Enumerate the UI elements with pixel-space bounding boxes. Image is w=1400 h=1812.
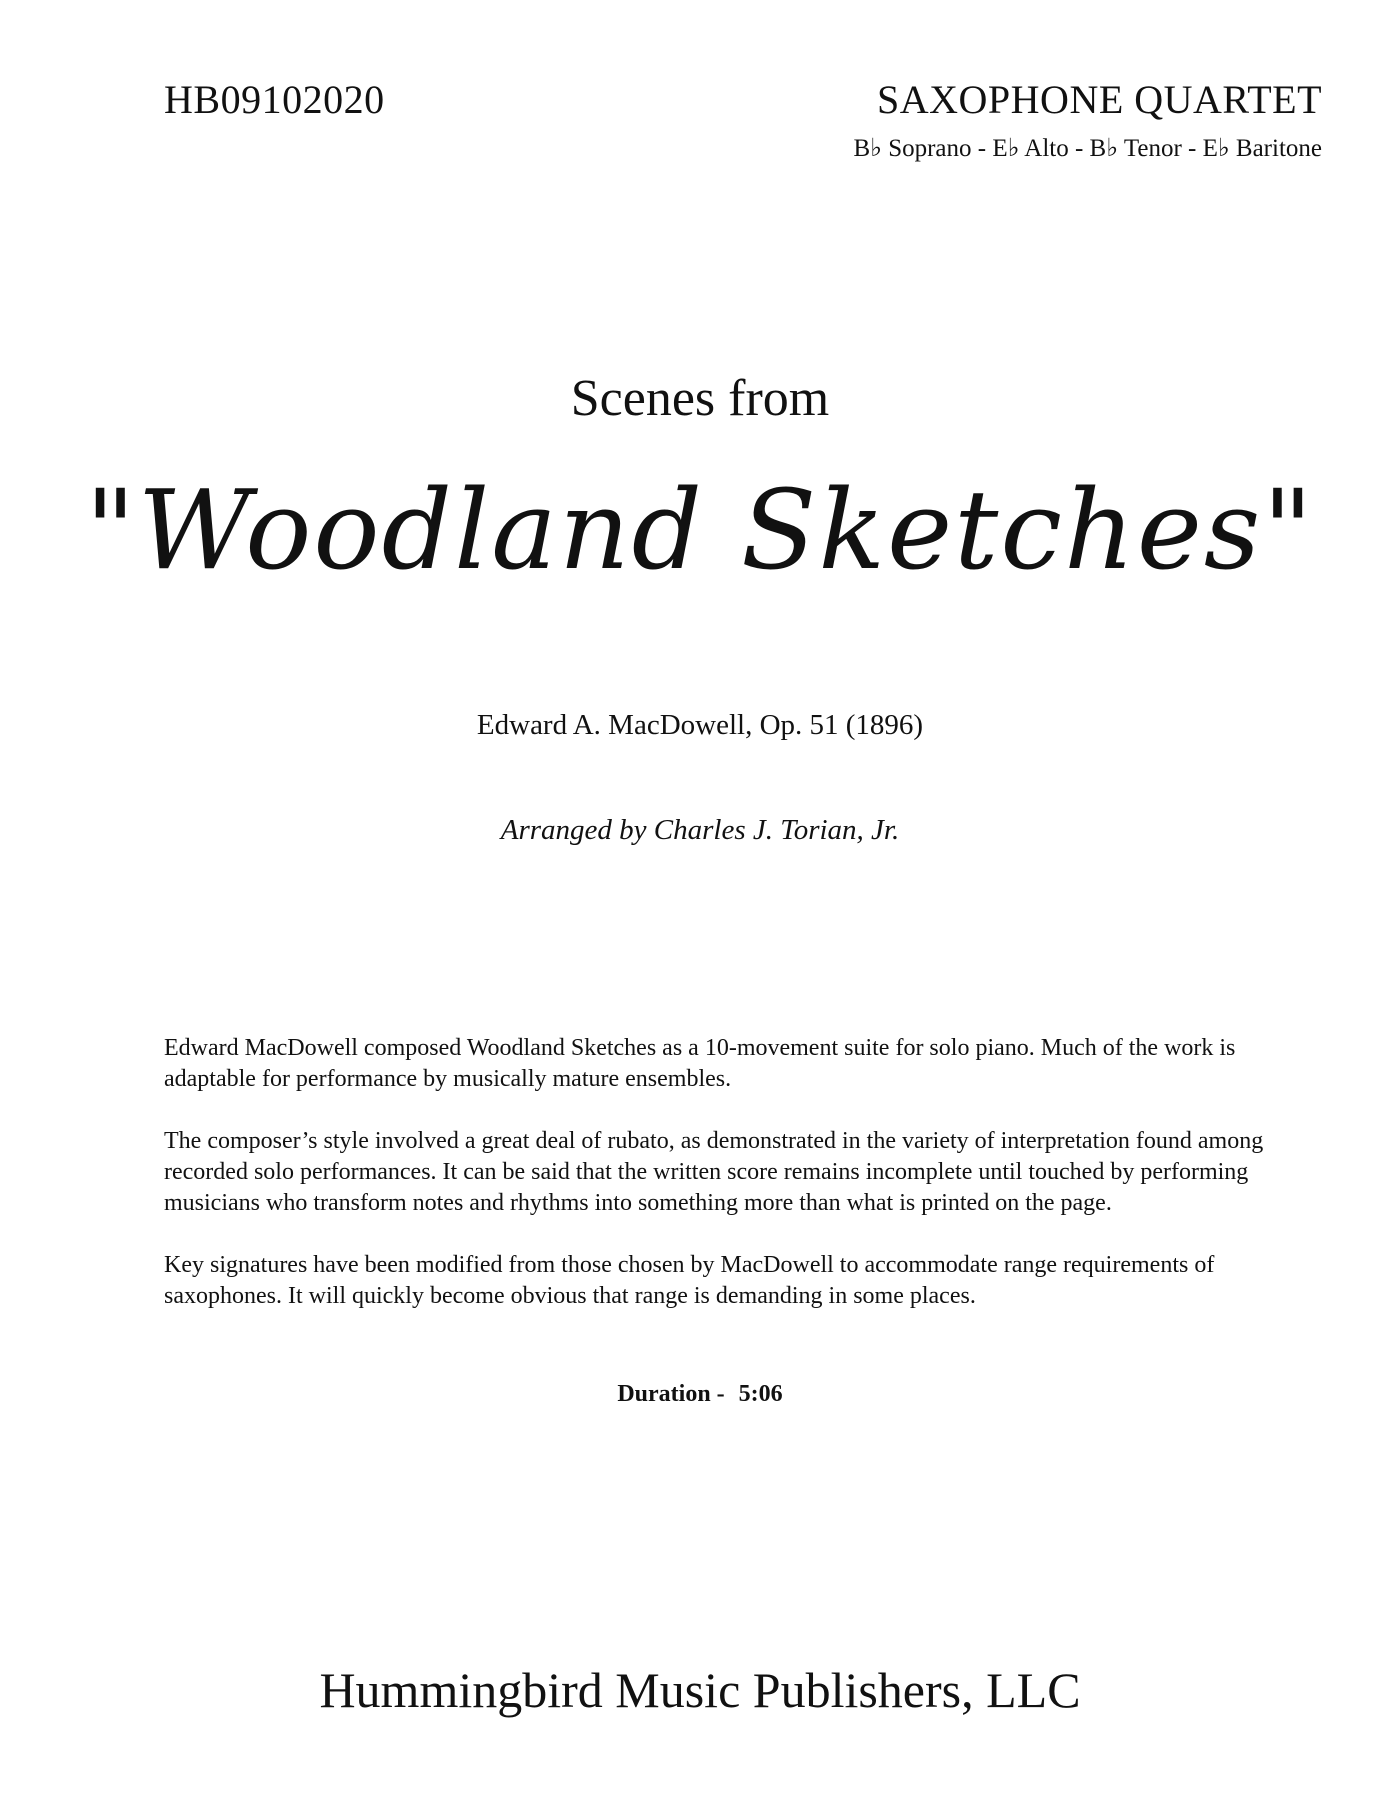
duration (0, 1382, 1400, 1406)
instrumentation: B♭ Soprano - E♭ Alto - B♭ Tenor - E♭ Baritone (853, 135, 1322, 162)
composer-credit: Edward A. MacDowell, Op. 51 (1896) (476, 709, 924, 741)
publisher-name: Hummingbird Music Publishers, LLC (319, 1662, 1081, 1718)
arranger-credit: Arranged by Charles J. Torian, Jr. (500, 814, 900, 846)
title-main: "Woodland Sketches" (85, 466, 1315, 594)
ensemble-title: SAXOPHONE QUARTET (877, 77, 1322, 122)
duration-value: 5:06 (738, 1381, 783, 1407)
program-notes (164, 1033, 1274, 1343)
ensemble-block (853, 77, 1322, 162)
title-lead: Scenes from (570, 370, 830, 427)
duration-label: Duration - (617, 1381, 725, 1407)
notes-paragraph: The composer’s style involved a great deal of rubato, as demonstrated in the variety of interpretation found among recorded solo performances. It can be said that the written score remains incomplete until touched by performing musicians who transform notes and rhythms into something more than what is printed on the page. (164, 1128, 1264, 1216)
catalog-number: HB09102020 (164, 77, 385, 122)
notes-paragraph: Edward MacDowell composed Woodland Sketches as a 10-movement suite for solo piano. Much of the work is adaptable for performance by musically mature ensembles. (164, 1035, 1236, 1092)
notes-paragraph: Key signatures have been modified from those chosen by MacDowell to accommodate range requirements of saxophones. It will quickly become obvious that range is demanding in some places. (164, 1252, 1215, 1309)
